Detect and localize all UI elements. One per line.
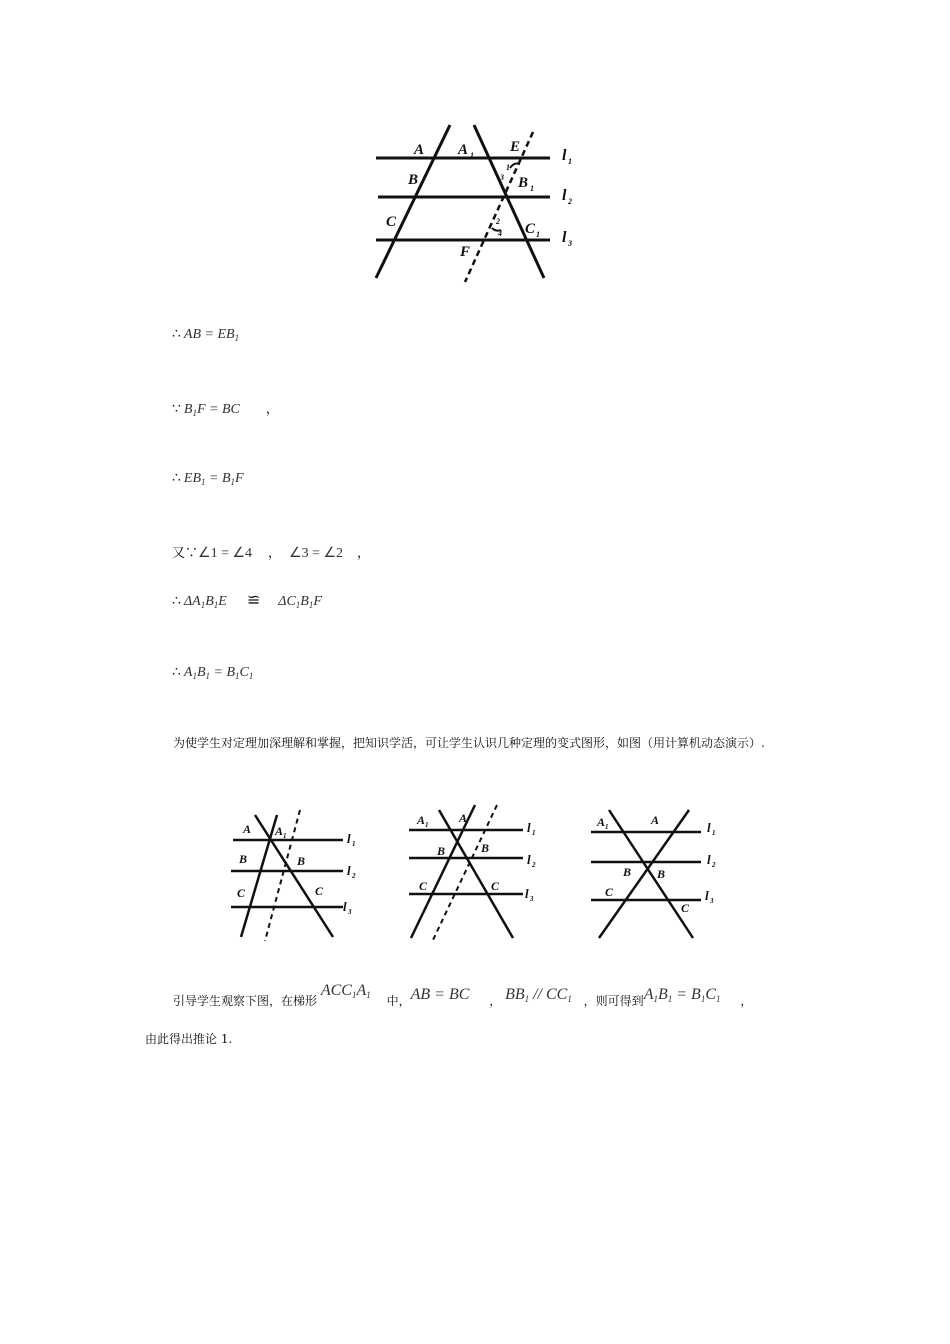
label-l1: l bbox=[527, 820, 531, 835]
label-B1: B bbox=[481, 841, 490, 855]
label-C1: C bbox=[491, 879, 500, 893]
trap-sub: 1 bbox=[351, 990, 357, 1000]
trapezoid-text-rest: A bbox=[356, 982, 367, 999]
label-sub: 1 bbox=[352, 840, 356, 848]
proof-sub: 1 bbox=[192, 671, 197, 681]
trap-sub: 1 bbox=[366, 990, 371, 1000]
angle-equality-1: ∠1 = ∠4 bbox=[198, 546, 253, 561]
because-symbol: ∵ bbox=[172, 401, 181, 417]
therefore-symbol: ∴ bbox=[172, 326, 181, 342]
label-l2: l bbox=[347, 863, 351, 878]
guide-mid: 中， bbox=[386, 994, 411, 1008]
congruent-symbol: ≌ bbox=[246, 590, 261, 609]
angle-equality-2: ∠3 = ∠2 bbox=[289, 546, 344, 561]
proof-line-6 bbox=[172, 664, 253, 681]
par-sub: 1 bbox=[567, 994, 572, 1004]
label-A: A bbox=[414, 142, 425, 158]
label-A: A bbox=[243, 822, 252, 836]
proof-sub: 1 bbox=[234, 333, 240, 343]
proof-sub: 1 bbox=[295, 600, 301, 610]
therefore-symbol: ∴ bbox=[172, 470, 181, 486]
label-l3: l bbox=[562, 229, 567, 246]
variant-figure-1 bbox=[225, 805, 365, 945]
label-l3: l bbox=[343, 899, 347, 914]
proof-sub: 1 bbox=[205, 671, 211, 681]
triangle-right: ΔC bbox=[278, 594, 296, 609]
result-text-rest: C bbox=[705, 986, 716, 1003]
label-C1: C bbox=[315, 884, 324, 898]
proof-expr-rest: F = BC bbox=[196, 402, 240, 417]
label-A1: A bbox=[597, 815, 606, 829]
proof-sub: 1 bbox=[200, 600, 206, 610]
proof-expr-rest: C bbox=[239, 665, 249, 680]
proof-expr-rest: B bbox=[300, 594, 309, 609]
main-figure bbox=[370, 120, 585, 285]
label-B1-sub: 1 bbox=[530, 184, 534, 193]
label-B1: B bbox=[657, 867, 666, 881]
guide-punct: ， bbox=[740, 994, 753, 1008]
equality-ab-bc: AB = BC bbox=[410, 986, 470, 1003]
label-sub: 1 bbox=[425, 821, 429, 829]
proof-expr-rest: B bbox=[205, 594, 214, 609]
res-sub: 1 bbox=[653, 994, 658, 1004]
proof-sub: 1 bbox=[201, 477, 206, 487]
proof-punct: ， bbox=[265, 402, 279, 417]
parallel-expr bbox=[505, 986, 572, 1003]
trapezoid-name bbox=[321, 982, 371, 999]
label-B: B bbox=[437, 844, 446, 858]
label-l2: l bbox=[707, 852, 711, 867]
proof-line-5 bbox=[172, 590, 322, 610]
label-sub: 3 bbox=[710, 897, 714, 905]
proof-sub: 1 bbox=[235, 671, 240, 681]
label-C: C bbox=[605, 885, 614, 899]
guide-intro: 引导学生观察下图，在梯形 bbox=[173, 994, 318, 1008]
label-sub: 2 bbox=[532, 861, 536, 869]
label-sub: 1 bbox=[712, 829, 716, 837]
label-C1: C bbox=[681, 901, 690, 915]
proof-expr-rest: = B bbox=[205, 471, 231, 486]
res-sub: 1 bbox=[700, 994, 706, 1004]
label-C: C bbox=[386, 214, 397, 230]
label-A: A bbox=[651, 813, 660, 827]
label-l2: l bbox=[562, 187, 567, 204]
proof-line-3 bbox=[172, 470, 244, 487]
proof-line-2 bbox=[172, 398, 279, 418]
result-text-rest: B bbox=[657, 986, 668, 1003]
label-l2: l bbox=[527, 852, 531, 867]
paragraph-guide bbox=[173, 982, 752, 1009]
therefore-symbol: ∴ bbox=[172, 593, 181, 609]
label-E: E bbox=[510, 139, 521, 155]
label-A1: A bbox=[458, 142, 469, 158]
label-l3: l bbox=[705, 888, 709, 903]
parallel-text-rest: // CC bbox=[529, 986, 568, 1003]
proof-expr: B bbox=[183, 402, 193, 417]
label-l3: l bbox=[525, 886, 529, 901]
label-B1: B bbox=[297, 854, 306, 868]
guide-punct: ， bbox=[489, 994, 502, 1008]
proof-expr-rest: = B bbox=[210, 665, 236, 680]
label-sub: 3 bbox=[530, 895, 534, 903]
corollary-line: 由此得出推论 1. bbox=[145, 1032, 233, 1046]
proof-line-1 bbox=[172, 326, 239, 343]
proof-expr-rest: B bbox=[196, 665, 206, 680]
result-text-rest: = B bbox=[672, 986, 701, 1003]
proof-expr: A bbox=[183, 665, 193, 680]
proof-expr-rest: E bbox=[218, 594, 227, 609]
paragraph-variants: 为使学生对定理加深理解和掌握，把知识学活，可让学生认识几种定理的变式图形，如图（用计算机动态演示）. bbox=[173, 736, 765, 750]
variant-figure-3 bbox=[585, 800, 725, 942]
proof-punct: ， bbox=[357, 546, 371, 561]
angle-1: 1 bbox=[506, 163, 510, 172]
proof-sub: 1 bbox=[308, 600, 314, 610]
res-sub: 1 bbox=[716, 994, 721, 1004]
label-sub: 1 bbox=[605, 823, 609, 831]
label-sub: 3 bbox=[348, 908, 352, 916]
label-C: C bbox=[419, 879, 428, 893]
label-B: B bbox=[623, 865, 632, 879]
result-expr bbox=[644, 986, 721, 1003]
label-C1: C bbox=[525, 221, 536, 237]
label-sub: 2 bbox=[712, 861, 716, 869]
label-A1: A bbox=[275, 824, 284, 838]
label-B: B bbox=[239, 852, 248, 866]
label-l1: l bbox=[707, 820, 711, 835]
angle-2: 2 bbox=[496, 217, 500, 226]
proof-line-4 bbox=[172, 542, 370, 562]
proof-expr: EB bbox=[183, 471, 202, 486]
par-sub: 1 bbox=[524, 994, 530, 1004]
proof-expr-rest: F bbox=[313, 594, 322, 609]
label-C: C bbox=[237, 886, 246, 900]
angle-3: 3 bbox=[500, 173, 504, 182]
proof-prefix: 又∵ bbox=[172, 546, 199, 561]
label-A: A bbox=[459, 811, 468, 825]
parallel-text: BB bbox=[505, 986, 525, 1003]
label-l2-sub: 2 bbox=[568, 197, 572, 206]
label-F: F bbox=[460, 244, 471, 260]
proof-expr-rest: F bbox=[235, 471, 244, 486]
proof-sub: 1 bbox=[213, 600, 219, 610]
label-sub: 1 bbox=[283, 832, 287, 840]
angle-4: 4 bbox=[498, 229, 502, 238]
label-A1-sub: 1 bbox=[470, 151, 474, 160]
label-C1-sub: 1 bbox=[536, 230, 540, 239]
triangle-left: ΔA bbox=[183, 594, 201, 609]
guide-then: ，则可得到 bbox=[583, 994, 644, 1008]
label-l1: l bbox=[562, 147, 567, 164]
label-B: B bbox=[408, 172, 419, 188]
label-sub: 2 bbox=[352, 872, 356, 880]
proof-sub: 1 bbox=[192, 408, 197, 418]
label-B1: B bbox=[518, 175, 529, 191]
proof-sub: 1 bbox=[248, 671, 254, 681]
label-l1-sub: 1 bbox=[568, 157, 572, 166]
result-text: A bbox=[643, 986, 654, 1003]
variant-figure-2 bbox=[405, 800, 545, 942]
label-l3-sub: 3 bbox=[568, 239, 572, 248]
label-sub: 1 bbox=[532, 829, 536, 837]
label-l1: l bbox=[347, 831, 351, 846]
proof-punct: ， bbox=[268, 546, 282, 561]
proof-sub: 1 bbox=[230, 477, 236, 487]
res-sub: 1 bbox=[667, 994, 673, 1004]
label-A1: A bbox=[417, 813, 426, 827]
trapezoid-text: ACC bbox=[320, 982, 352, 999]
proof-expr: AB = EB bbox=[183, 327, 235, 342]
therefore-symbol: ∴ bbox=[172, 664, 181, 680]
